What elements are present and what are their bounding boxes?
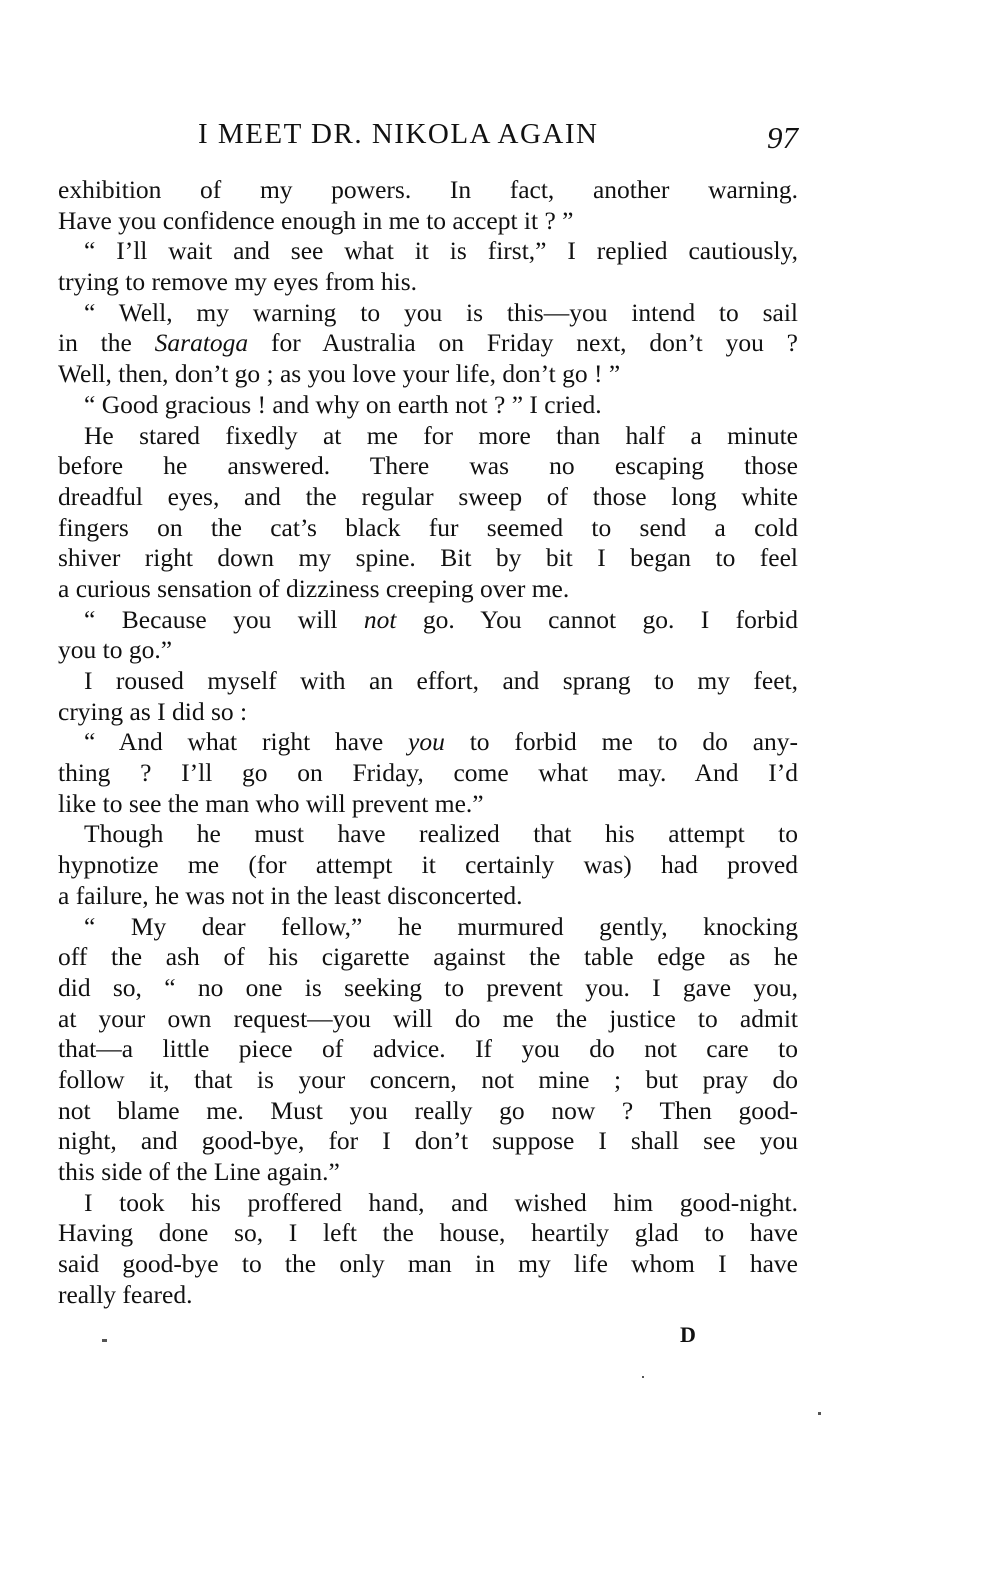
- line-text: “ My dear fellow,” he murmured gently, knocking: [84, 911, 798, 941]
- text-line: [58, 912, 798, 943]
- text-line: [58, 359, 798, 390]
- line-text: Having done so, I left the house, heartily glad to have: [58, 1218, 798, 1248]
- line-text: Though he must have realized that his attempt to: [84, 819, 798, 849]
- line-text: hypnotize me (for attempt it certainly was) had proved: [58, 850, 798, 880]
- line-text: fingers on the cat’s black fur seemed to send a cold: [58, 512, 798, 542]
- line-text: really feared.: [58, 1279, 193, 1309]
- text-line: [58, 789, 798, 820]
- text-line: [58, 390, 798, 421]
- text-line: [58, 942, 798, 973]
- text-line: [58, 236, 798, 267]
- text-line: [58, 175, 798, 206]
- line-text: you to go.”: [58, 635, 173, 665]
- italic-text: Saratoga: [154, 328, 249, 358]
- text-line: [58, 819, 798, 850]
- text-line: [58, 881, 798, 912]
- line-text: “ Because you will: [84, 604, 364, 634]
- text-line: [58, 1188, 798, 1219]
- text-line: [58, 421, 798, 452]
- line-text: shiver right down my spine. Bit by bit I began to feel: [58, 543, 798, 573]
- line-text: trying to remove my eyes from his.: [58, 267, 418, 297]
- text-line: [58, 850, 798, 881]
- line-text: thing ? I’ll go on Friday, come what may. And I’d: [58, 758, 798, 788]
- line-text: “ I’ll wait and see what it is first,” I replied cautiously,: [84, 236, 798, 266]
- line-text: Well, then, don’t go ; as you love your life, don’t go ! ”: [58, 359, 621, 389]
- print-speck: [642, 1376, 644, 1378]
- line-text: that—a little piece of advice. If you do not care to: [58, 1034, 798, 1064]
- text-line: [58, 482, 798, 513]
- text-line: [58, 543, 798, 574]
- body-text: [58, 175, 798, 1310]
- italic-text: you: [408, 727, 445, 757]
- page-number: 97: [767, 120, 798, 155]
- running-head: [58, 118, 798, 158]
- line-text: this side of the Line again.”: [58, 1157, 340, 1186]
- text-line: [58, 1218, 798, 1249]
- line-text: for Australia on Friday next, don’t you ?: [248, 328, 798, 358]
- text-line: [58, 298, 798, 329]
- line-text: before he answered. There was no escaping those: [58, 451, 798, 481]
- text-line: [58, 1157, 798, 1188]
- line-text: night, and good-bye, for I don’t suppose I shall see you: [58, 1126, 798, 1156]
- print-speck: [102, 1339, 107, 1342]
- line-text: to forbid me to do any-: [444, 727, 798, 757]
- line-text: I roused myself with an effort, and sprang to my feet,: [84, 666, 798, 695]
- line-text: did so, “ no one is seeking to prevent you. I gave you,: [58, 972, 798, 1002]
- line-text: “ Well, my warning to you is this—you intend to sail: [84, 297, 798, 327]
- text-line: [58, 1004, 798, 1035]
- signature-mark: D: [680, 1322, 696, 1347]
- print-speck: [818, 1412, 821, 1415]
- line-text: crying as I did so :: [58, 696, 248, 726]
- text-line: [58, 605, 798, 636]
- line-text: dreadful eyes, and the regular sweep of those long white: [58, 481, 798, 511]
- text-line: [58, 1249, 798, 1280]
- text-line: [58, 635, 798, 666]
- line-text: Have you confidence enough in me to accept it ? ”: [58, 205, 574, 235]
- line-text: “ And what right have: [84, 727, 409, 757]
- running-title: I MEET DR. NIKOLA AGAIN: [198, 118, 599, 150]
- text-line: [58, 451, 798, 482]
- text-line: [58, 1034, 798, 1065]
- line-text: in the: [58, 328, 155, 358]
- line-text: go. You cannot go. I forbid: [396, 604, 798, 634]
- text-line: [58, 727, 798, 758]
- line-text: like to see the man who will prevent me.”: [58, 788, 484, 818]
- text-line: [58, 973, 798, 1004]
- line-text: exhibition of my powers. In fact, another warning.: [58, 175, 798, 204]
- italic-text: not: [363, 604, 397, 634]
- text-line: [58, 697, 798, 728]
- text-line: [58, 1065, 798, 1096]
- line-text: at your own request—you will do me the justice to admit: [58, 1003, 798, 1033]
- text-line: [58, 666, 798, 697]
- line-text: “ Good gracious ! and why on earth not ? ” I cried.: [84, 389, 602, 419]
- text-line: [58, 1280, 798, 1311]
- line-text: not blame me. Must you really go now ? Then good-: [58, 1095, 798, 1125]
- text-line: [58, 758, 798, 789]
- line-text: off the ash of his cigarette against the table edge as he: [58, 942, 798, 972]
- text-line: [58, 513, 798, 544]
- line-text: said good-bye to the only man in my life whom I have: [58, 1249, 798, 1279]
- line-text: follow it, that is your concern, not mine ; but pray do: [58, 1064, 798, 1094]
- text-line: [58, 574, 798, 605]
- text-line: [58, 1096, 798, 1127]
- text-line: [58, 206, 798, 237]
- line-text: I took his proffered hand, and wished him good-night.: [84, 1187, 798, 1217]
- text-line: [58, 267, 798, 298]
- text-line: [58, 328, 798, 359]
- text-line: [58, 1126, 798, 1157]
- line-text: a curious sensation of dizziness creeping over me.: [58, 573, 570, 603]
- line-text: a failure, he was not in the least disconcerted.: [58, 880, 523, 910]
- line-text: He stared fixedly at me for more than half a minute: [84, 420, 798, 450]
